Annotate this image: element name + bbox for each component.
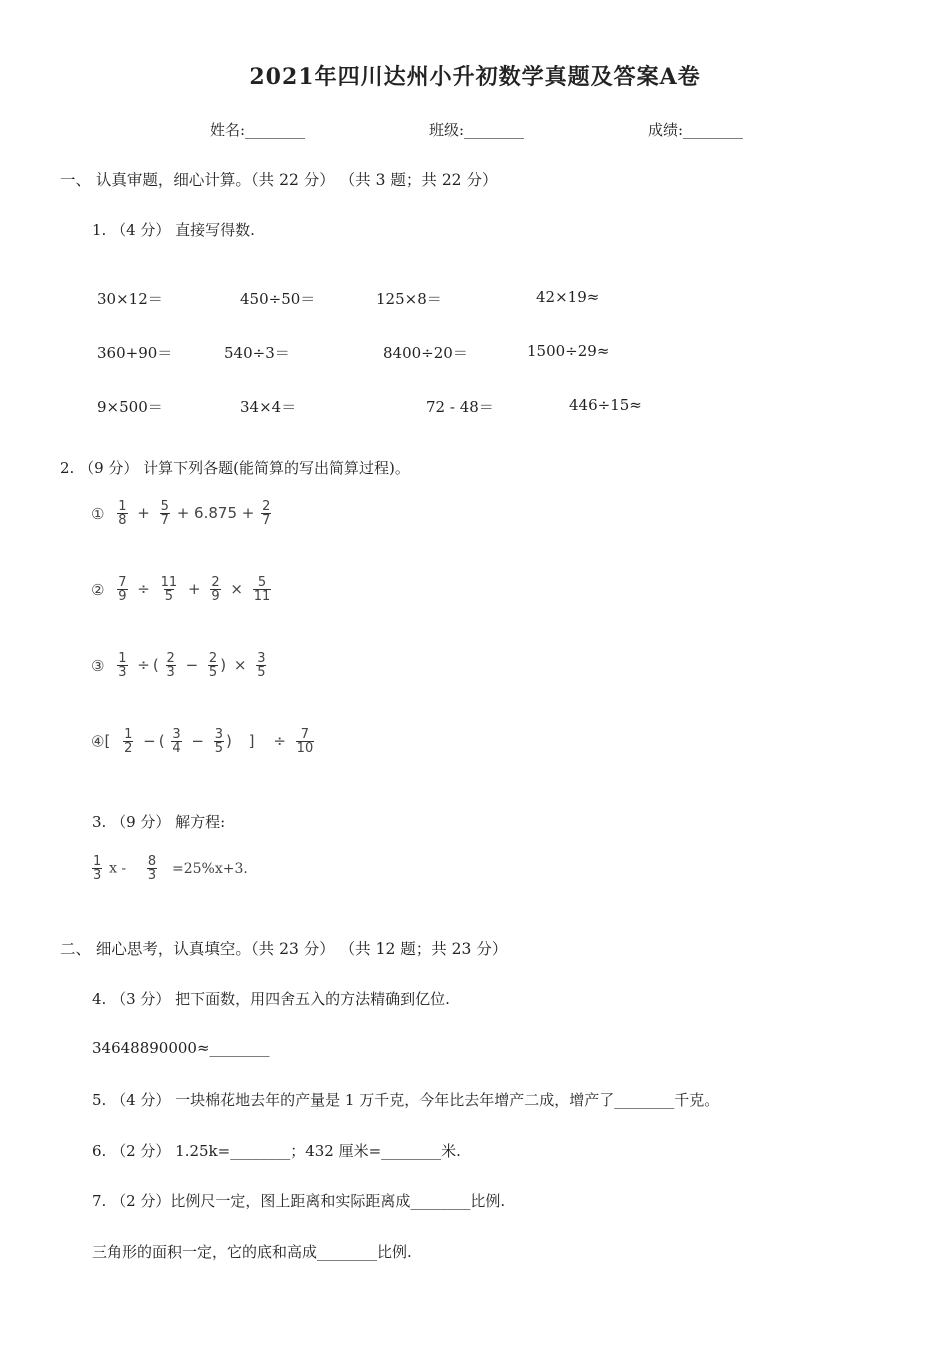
- score-field-label: 成绩:________: [648, 121, 744, 139]
- calc-item: 34×4＝: [240, 398, 297, 416]
- marker-1: ①: [91, 504, 105, 523]
- fraction: $\frac{5}{11}$: [253, 575, 271, 604]
- fraction: $\frac{3}{4}$: [172, 727, 181, 756]
- fraction: $\frac{7}{10}$: [296, 727, 314, 756]
- fraction: $\frac{7}{9}$: [118, 575, 127, 604]
- section-1-heading: 一、 认真审题，细心计算。（共 22 分） （共 3 题；共 22 分）: [60, 171, 498, 189]
- question-2: 2. （9 分） 计算下列各题(能简算的写出简算过程)。: [60, 459, 410, 477]
- equation-rhs: =25%x+3.: [171, 860, 248, 877]
- fraction: $\frac{1}{3}$: [118, 651, 127, 680]
- marker-3: ③: [91, 656, 105, 675]
- question-3: 3. （9 分） 解方程:: [92, 813, 226, 831]
- class-field-label: 班级:________: [429, 121, 525, 139]
- section-2-heading: 二、 细心思考，认真填空。（共 23 分） （共 12 题；共 23 分）: [60, 940, 508, 958]
- question-5: 5. （4 分） 一块棉花地去年的产量是 1 万千克，今年比去年增产二成，增产了________千克。: [92, 1091, 720, 1109]
- fraction: $\frac{2}{5}$: [208, 651, 218, 680]
- question-7-part-2: 三角形的面积一定，它的底和高成________比例.: [92, 1243, 412, 1261]
- calc-item: 446÷15≈: [569, 396, 642, 414]
- question-1: 1. （4 分） 直接写得数.: [92, 221, 255, 239]
- expression-3: ③ $\frac{1}{3}$ ÷ ( $\frac{2}{3}$ − $\frac{2}{5}$ ) × $\frac{3}{5}$: [91, 651, 266, 680]
- question-4-answer: 34648890000≈________: [92, 1039, 270, 1057]
- fraction: $\frac{2}{7}$: [262, 499, 271, 528]
- expression-4: ④[ $\frac{1}{2}$ − ( $\frac{3}{4}$ − $\frac{3}{5}$ ) ] ÷ $\frac{7}{10}$: [91, 727, 314, 756]
- calc-item: 360+90＝: [97, 344, 173, 362]
- calc-item: 540÷3＝: [224, 344, 290, 362]
- calc-item: 125×8＝: [376, 290, 442, 308]
- name-field-label: 姓名:________: [210, 121, 306, 139]
- fraction: $\frac{8}{3}$: [147, 854, 157, 883]
- marker-2: ②: [91, 580, 105, 599]
- calc-item: 72 - 48＝: [426, 398, 494, 416]
- question-7: 7. （2 分）比例尺一定，图上距离和实际距离成________比例.: [92, 1192, 506, 1210]
- fraction: $\frac{5}{7}$: [160, 499, 169, 528]
- fraction: $\frac{11}{5}$: [160, 575, 178, 604]
- calc-item: 9×500＝: [97, 398, 163, 416]
- expression-2: ② $\frac{7}{9}$ ÷ $\frac{11}{5}$ + $\frac{2}{9}$ × $\frac{5}{11}$: [91, 575, 271, 604]
- calc-item: 450÷50＝: [240, 290, 316, 308]
- calc-item: 42×19≈: [536, 288, 600, 306]
- calc-item: 30×12＝: [97, 290, 163, 308]
- expression-1: ① $\frac{1}{8}$ + $\frac{5}{7}$ + 6.875 + $\frac{2}{7}$: [91, 499, 271, 528]
- equation: $\frac{1}{3}$ x - $\frac{8}{3}$ =25%x+3.: [93, 854, 248, 883]
- fraction: $\frac{3}{5}$: [214, 727, 224, 756]
- calc-item: 1500÷29≈: [527, 342, 610, 360]
- fraction: $\frac{1}{2}$: [124, 727, 133, 756]
- fraction: $\frac{2}{9}$: [211, 575, 220, 604]
- page-title: 2021年四川达州小升初数学真题及答案A卷: [249, 64, 701, 90]
- question-4: 4. （3 分） 把下面数，用四舍五入的方法精确到亿位.: [92, 990, 450, 1008]
- marker-4: ④: [91, 732, 105, 751]
- fraction: $\frac{1}{8}$: [118, 499, 127, 528]
- calc-item: 8400÷20＝: [383, 344, 468, 362]
- fraction: $\frac{2}{3}$: [166, 651, 175, 680]
- fraction: $\frac{1}{3}$: [93, 854, 102, 883]
- fraction: $\frac{3}{5}$: [257, 651, 266, 680]
- question-6: 6. （2 分） 1.25k=________；432 厘米=________米.: [92, 1142, 461, 1160]
